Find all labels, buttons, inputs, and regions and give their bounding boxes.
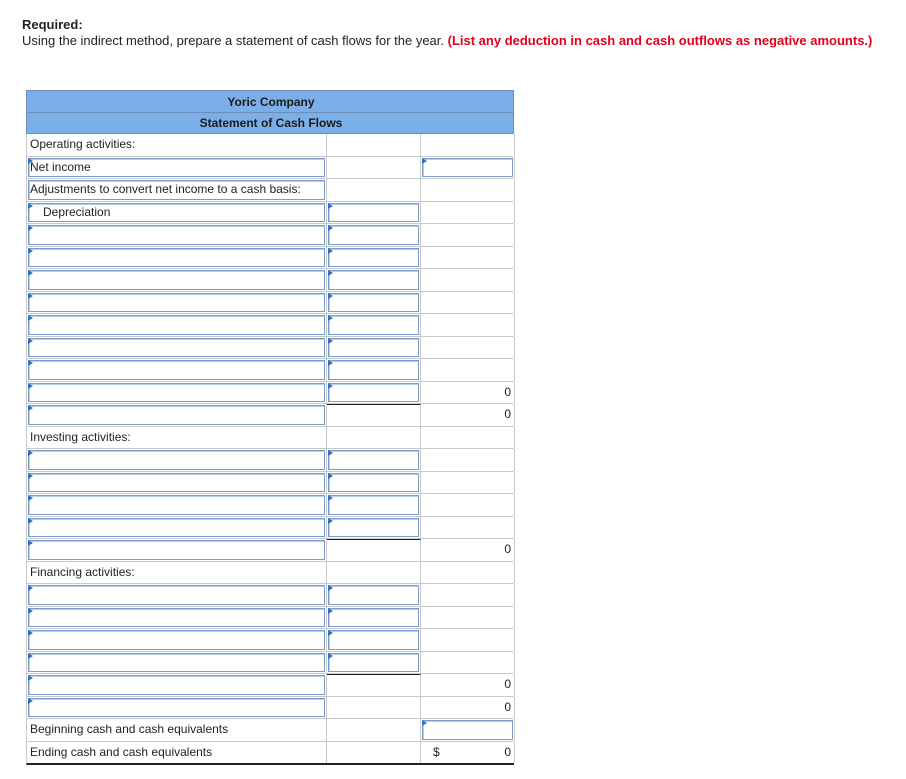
investing-amount-input[interactable] xyxy=(328,495,419,515)
adjustment-amount-input[interactable] xyxy=(328,293,419,313)
table-row xyxy=(26,247,514,270)
dropdown-marker-icon xyxy=(28,698,33,704)
investing-label-input[interactable] xyxy=(28,473,325,493)
table-row xyxy=(26,404,514,427)
financing-label-input[interactable] xyxy=(28,608,325,628)
dropdown-marker-icon xyxy=(28,315,33,321)
operating-activities-label: Operating activities: xyxy=(30,137,136,151)
net-income-label: Net income xyxy=(30,159,91,174)
table-row xyxy=(26,742,514,766)
operating-net-label-input[interactable] xyxy=(28,405,325,425)
adjustment-label-input[interactable] xyxy=(28,248,325,268)
investing-activities-label: Investing activities: xyxy=(30,429,131,444)
investing-net-total: 0 xyxy=(504,542,511,556)
dropdown-marker-icon xyxy=(328,248,333,254)
dropdown-marker-icon xyxy=(28,293,33,299)
table-row xyxy=(26,382,514,405)
investing-amount-input[interactable] xyxy=(328,450,419,470)
currency-symbol: $ xyxy=(433,744,440,759)
investing-net-label-input[interactable] xyxy=(28,540,325,560)
investing-label-input[interactable] xyxy=(28,495,325,515)
table-row xyxy=(26,337,514,360)
investing-amount-input[interactable] xyxy=(328,473,419,493)
dropdown-marker-icon xyxy=(328,225,333,231)
dropdown-marker-icon xyxy=(328,473,333,479)
financing-label-input[interactable] xyxy=(28,585,325,605)
dropdown-marker-icon xyxy=(28,608,33,614)
beginning-cash-label: Beginning cash and cash equivalents xyxy=(30,722,229,736)
table-row xyxy=(26,359,514,382)
financing-amount-input[interactable] xyxy=(328,630,419,650)
depreciation-amount-input[interactable] xyxy=(328,203,419,223)
net-change-label-input[interactable] xyxy=(28,698,325,718)
dropdown-marker-icon xyxy=(28,630,33,636)
financing-activities-label: Financing activities: xyxy=(30,564,135,579)
adjustment-label-input[interactable] xyxy=(28,360,325,380)
net-income-amount-input[interactable] xyxy=(422,158,513,178)
dropdown-marker-icon xyxy=(28,473,33,479)
dropdown-marker-icon xyxy=(28,450,33,456)
table-row xyxy=(26,562,514,585)
requirement-text xyxy=(22,17,902,49)
financing-net-total: 0 xyxy=(504,677,511,691)
dropdown-marker-icon xyxy=(28,405,33,411)
adjustments-label: Adjustments to convert net income to a cash basis: xyxy=(30,182,301,196)
table-row xyxy=(26,134,514,157)
dropdown-marker-icon xyxy=(328,608,333,614)
cash-flow-statement-table xyxy=(26,90,514,765)
dropdown-marker-icon xyxy=(328,383,333,389)
dropdown-marker-icon xyxy=(28,585,33,591)
adjustments-total: 0 xyxy=(504,384,511,399)
dropdown-marker-icon xyxy=(28,248,33,254)
dropdown-marker-icon xyxy=(28,518,33,524)
financing-amount-input[interactable] xyxy=(328,585,419,605)
table-row xyxy=(26,224,514,247)
adjustment-amount-input[interactable] xyxy=(328,383,419,403)
table-row xyxy=(26,427,514,450)
dropdown-marker-icon xyxy=(28,653,33,659)
dropdown-marker-icon xyxy=(328,495,333,501)
adjustment-amount-input[interactable] xyxy=(328,360,419,380)
adjustment-label-input[interactable] xyxy=(28,383,325,403)
table-row xyxy=(26,517,514,540)
adjustment-label-input[interactable] xyxy=(28,225,325,245)
adjustment-label-input[interactable] xyxy=(28,338,325,358)
table-row xyxy=(26,472,514,495)
instruction-note: (List any deduction in cash and cash outflows as negative amounts.) xyxy=(447,33,873,48)
dropdown-marker-icon xyxy=(328,203,333,209)
dropdown-marker-icon xyxy=(28,338,33,344)
dropdown-marker-icon xyxy=(422,720,427,726)
table-row xyxy=(26,494,514,517)
dropdown-marker-icon xyxy=(422,158,427,164)
investing-label-input[interactable] xyxy=(28,450,325,470)
adjustment-label-input[interactable] xyxy=(28,315,325,335)
financing-amount-input[interactable] xyxy=(328,608,419,628)
table-row xyxy=(26,292,514,315)
dropdown-marker-icon xyxy=(28,383,33,389)
table-row xyxy=(26,314,514,337)
dropdown-marker-icon xyxy=(328,585,333,591)
financing-amount-input[interactable] xyxy=(328,653,419,673)
dropdown-marker-icon xyxy=(328,360,333,366)
beginning-cash-input[interactable] xyxy=(422,720,513,740)
table-row xyxy=(26,629,514,652)
dropdown-marker-icon xyxy=(28,675,33,681)
dropdown-marker-icon xyxy=(328,270,333,276)
dropdown-marker-icon xyxy=(328,518,333,524)
ending-cash-label: Ending cash and cash equivalents xyxy=(30,744,213,759)
financing-label-input[interactable] xyxy=(28,653,325,673)
dropdown-marker-icon xyxy=(328,653,333,659)
instruction-text: Using the indirect method, prepare a statement of cash flows for the year. xyxy=(22,33,444,48)
adjustment-amount-input[interactable] xyxy=(328,270,419,290)
adjustment-label-input[interactable] xyxy=(28,270,325,290)
statement-title: Statement of Cash Flows xyxy=(199,116,343,130)
table-row xyxy=(26,202,514,225)
dropdown-marker-icon xyxy=(28,270,33,276)
table-row xyxy=(26,269,514,292)
adjustment-label-input[interactable] xyxy=(28,293,325,313)
dropdown-marker-icon xyxy=(328,293,333,299)
dropdown-marker-icon xyxy=(28,495,33,501)
table-row xyxy=(26,539,514,562)
table-row xyxy=(26,157,514,180)
table-row xyxy=(26,652,514,675)
adjustment-amount-input[interactable] xyxy=(328,315,419,335)
adjustment-amount-input[interactable] xyxy=(328,225,419,245)
table-row xyxy=(26,607,514,630)
financing-label-input[interactable] xyxy=(28,630,325,650)
required-heading: Required: xyxy=(22,17,83,32)
investing-label-input[interactable] xyxy=(28,518,325,538)
statement-header xyxy=(26,90,514,134)
dropdown-marker-icon xyxy=(28,540,33,546)
table-row xyxy=(26,719,514,742)
financing-net-label-input[interactable] xyxy=(28,675,325,695)
net-change-total: 0 xyxy=(504,699,511,714)
dropdown-marker-icon xyxy=(328,450,333,456)
dropdown-marker-icon xyxy=(328,630,333,636)
adjustment-amount-input[interactable] xyxy=(328,338,419,358)
dropdown-marker-icon xyxy=(28,225,33,231)
depreciation-label: Depreciation xyxy=(43,204,111,219)
table-row xyxy=(26,697,514,720)
dropdown-marker-icon xyxy=(328,338,333,344)
company-name: Yoric Company xyxy=(227,95,315,109)
ending-cash-total: 0 xyxy=(504,744,511,759)
table-row xyxy=(26,179,514,202)
operating-net-total: 0 xyxy=(504,407,511,421)
table-row xyxy=(26,449,514,472)
dropdown-marker-icon xyxy=(328,315,333,321)
investing-amount-input[interactable] xyxy=(328,518,419,538)
table-row xyxy=(26,674,514,697)
adjustment-amount-input[interactable] xyxy=(328,248,419,268)
dropdown-marker-icon xyxy=(28,203,33,209)
table-row xyxy=(26,584,514,607)
dropdown-marker-icon xyxy=(28,360,33,366)
